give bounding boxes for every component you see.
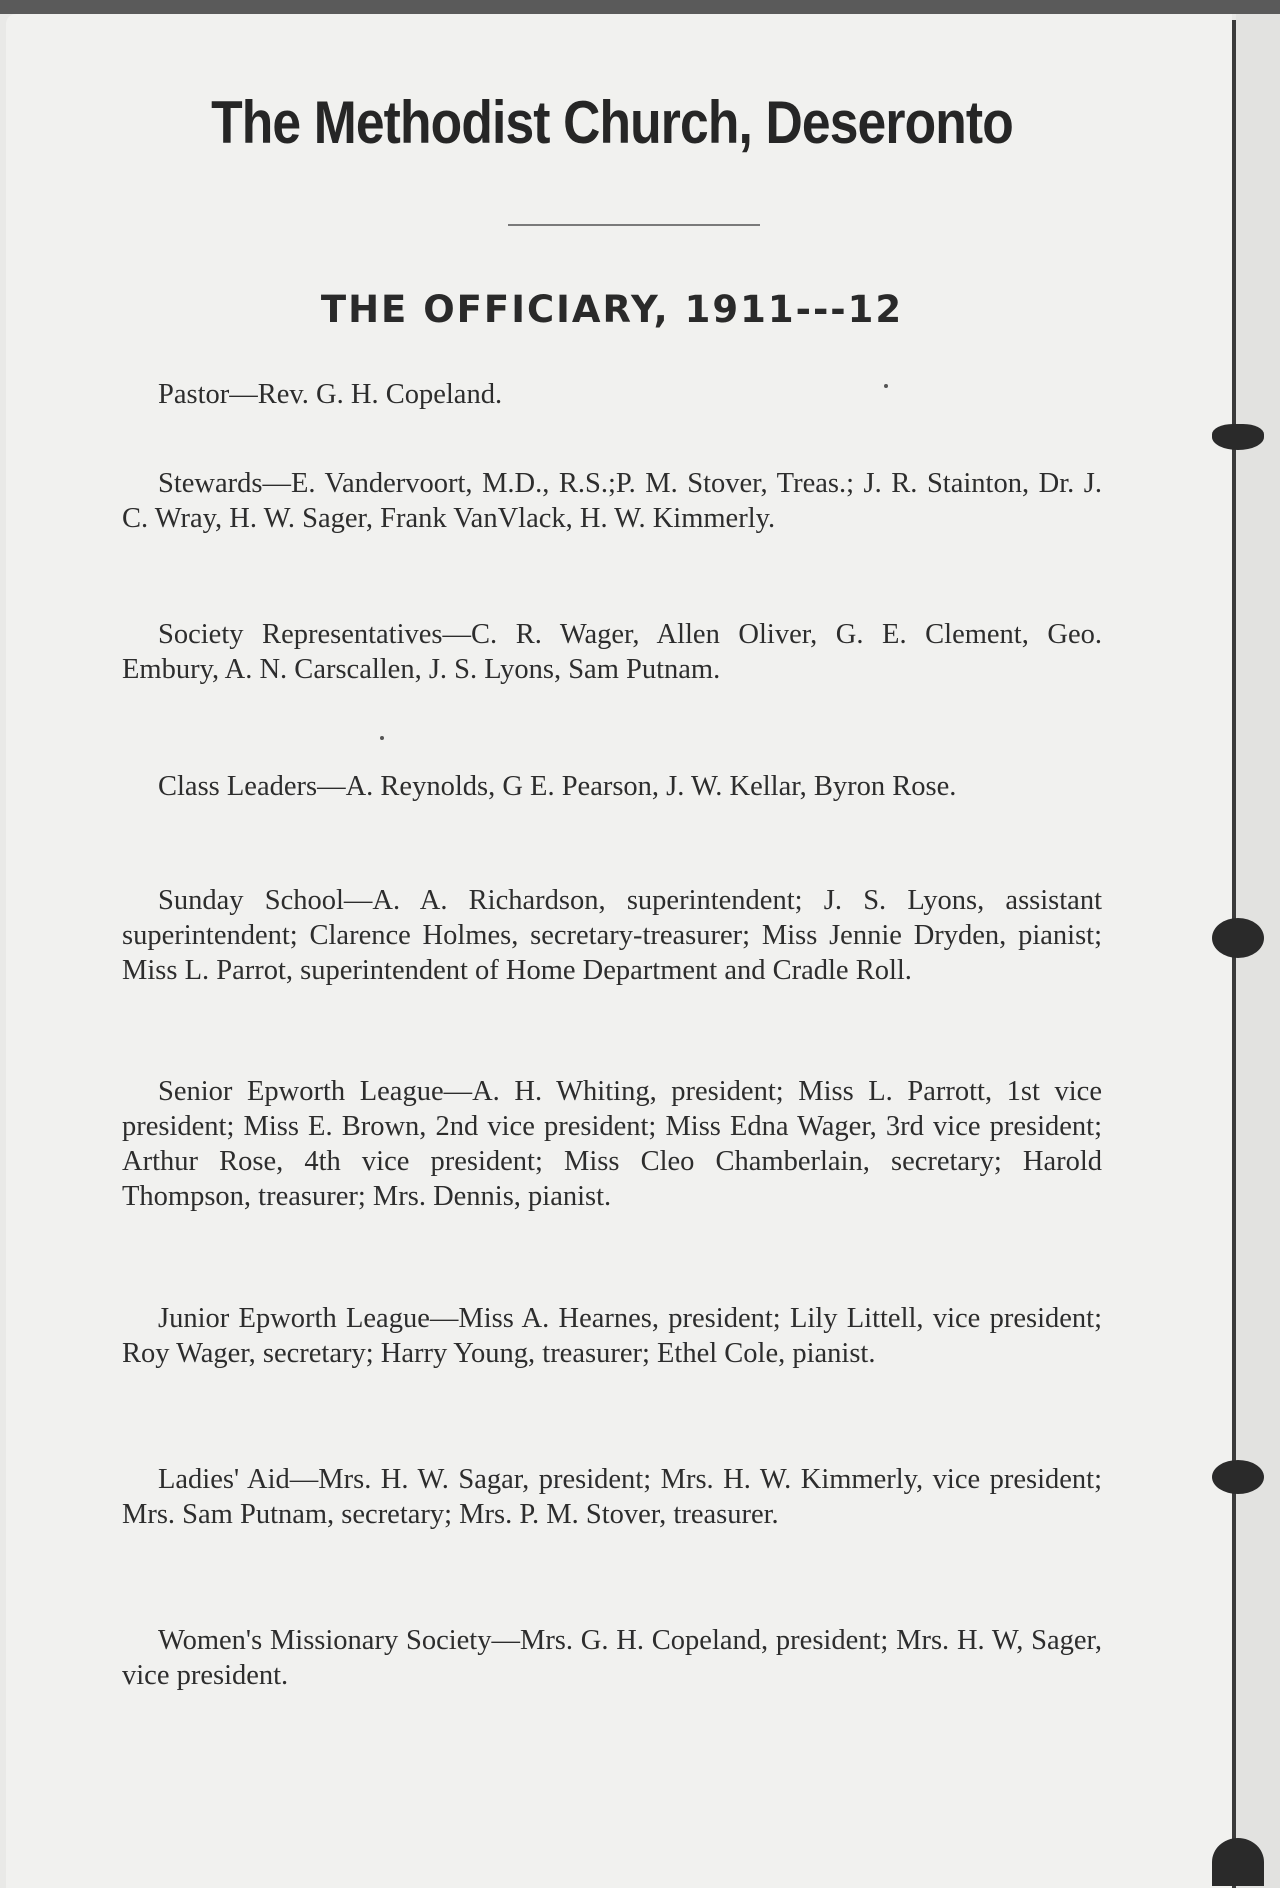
entry-senior-epworth-league: Senior Epworth League—A. H. Whiting, president; Miss L. Parrott, 1st vice president; Miss E. Brown, 2nd vice president; Miss Edna Wager, 3rd vice president; Arthur Rose, 4th vice president; Miss Cleo Chamberlain, secretary; Harold Thompson, treasurer; Mrs. Dennis, pianist. [122,1076,1102,1212]
scan-top-edge [0,0,1280,14]
document-title: The Methodist Church, Deseronto [211,89,1013,156]
entry-junior-epworth-league: Junior Epworth League—Miss A. Hearnes, president; Lily Littell, vice president; Roy Wager, secretary; Harry Young, treasurer; Ethel Cole, pianist. [122,1303,1102,1369]
binding-stitch-mark [1212,1460,1264,1494]
entry-ladies-aid: Ladies' Aid—Mrs. H. W. Sagar, president; Mrs. H. W. Kimmerly, vice president; Mrs. Sam Putnam, secretary; Mrs. P. M. Stover, treasurer. [122,1464,1102,1530]
entry-society-representatives: Society Representatives—C. R. Wager, Allen Oliver, G. E. Clement, Geo. Embury, A. N. Carscallen, J. S. Lyons, Sam Putnam. [122,619,1102,685]
print-speck [884,384,888,388]
entry-pastor: Pastor—Rev. G. H. Copeland. [158,379,503,410]
binding-stitch-mark [1212,424,1264,450]
document-subtitle: THE OFFICIARY, 1911---12 [320,288,904,331]
entry-stewards: Stewards—E. Vandervoort, M.D., R.S.;P. M. Stover, Treas.; J. R. Stainton, Dr. J. C. Wray, H. W. Sager, Frank VanVlack, H. W. Kimmerly. [122,468,1102,534]
binding-stitch-mark [1212,1838,1264,1886]
title-rule [508,224,760,226]
binding-stitch-mark [1212,918,1264,958]
entry-class-leaders: Class Leaders—A. Reynolds, G E. Pearson, J. W. Kellar, Byron Rose. [158,771,957,802]
entry-womens-missionary-society: Women's Missionary Society—Mrs. G. H. Copeland, president; Mrs. H. W, Sager, vice president. [122,1625,1102,1691]
print-speck [380,736,384,740]
entry-sunday-school: Sunday School—A. A. Richardson, superintendent; J. S. Lyons, assistant superintendent; Clarence Holmes, secretary-treasurer; Miss Jennie Dryden, pianist; Miss L. Parrot, superintendent of Home Department and Cradle Roll. [122,885,1102,986]
